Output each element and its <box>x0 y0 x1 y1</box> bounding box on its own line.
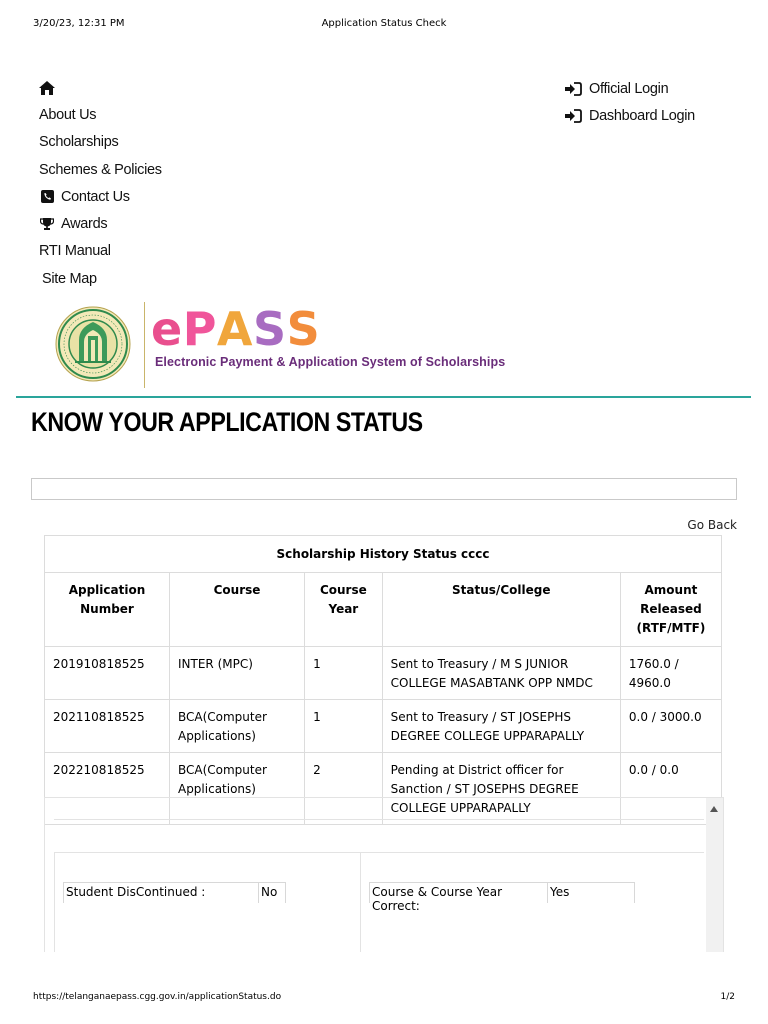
nav-scholarships[interactable] <box>39 129 359 156</box>
table-row <box>45 647 722 700</box>
print-page-title: Application Status Check <box>321 18 447 29</box>
logo-letter: A <box>216 302 254 356</box>
nav-site-map[interactable] <box>39 265 359 292</box>
print-header <box>33 18 735 32</box>
application-number-cell: 202210818525 <box>45 753 170 825</box>
phone-icon <box>39 189 55 205</box>
student-discontinued-field <box>63 882 286 903</box>
table-row <box>45 700 722 753</box>
scholarship-history-table <box>44 535 722 825</box>
login-links <box>565 75 695 129</box>
search-panel <box>31 478 737 500</box>
detail-divider <box>54 819 704 820</box>
scroll-up-arrow-icon[interactable] <box>710 806 718 812</box>
nav-contact-us[interactable] <box>39 183 359 210</box>
course-correct-field <box>369 882 635 913</box>
nav-label: Schemes & Policies <box>39 161 162 178</box>
nav-label: RTI Manual <box>39 243 111 260</box>
field-label: Course & Course Year Correct: <box>369 882 548 903</box>
amount-released-cell: 0.0 / 3000.0 <box>620 700 721 753</box>
trophy-icon <box>39 216 55 232</box>
nav-label: Scholarships <box>39 134 119 151</box>
epass-banner <box>55 302 555 390</box>
print-timestamp: 3/20/23, 12:31 PM <box>33 18 125 29</box>
field-value: Yes <box>548 882 635 903</box>
epass-logo <box>151 302 320 356</box>
home-icon <box>39 80 55 96</box>
logo-letter: S <box>253 302 287 356</box>
page-title: KNOW YOUR APPLICATION STATUS <box>31 407 423 437</box>
course-year-cell: 1 <box>305 647 383 700</box>
print-footer <box>33 992 735 1006</box>
course-cell: INTER (MPC) <box>169 647 304 700</box>
column-header: Course Year <box>305 573 383 647</box>
nav-home[interactable] <box>39 74 359 101</box>
nav-schemes-policies[interactable] <box>39 156 359 183</box>
nav-about-us[interactable] <box>39 101 359 128</box>
nav-awards[interactable] <box>39 210 359 237</box>
status-college-cell: Sent to Treasury / M S JUNIOR COLLEGE MASABTANK OPP NMDC <box>382 647 620 700</box>
epass-tagline: Electronic Payment & Application System of Scholarships <box>155 355 506 369</box>
go-back-link[interactable]: Go Back <box>687 518 737 532</box>
course-cell: BCA(Computer Applications) <box>169 700 304 753</box>
column-header: Status/College <box>382 573 620 647</box>
application-number-cell: 202110818525 <box>45 700 170 753</box>
nav-label: About Us <box>39 106 97 123</box>
column-header: Amount Released (RTF/MTF) <box>620 573 721 647</box>
sign-in-icon <box>565 81 583 97</box>
nav-rti-manual[interactable] <box>39 238 359 265</box>
status-college-cell: Pending at District officer for Sanction / ST JOSEPHS DEGREE COLLEGE UPPARAPALLY <box>382 753 620 825</box>
official-login-label: Official Login <box>589 80 669 97</box>
amount-released-cell: 0.0 / 0.0 <box>620 753 721 825</box>
print-url: https://telanganaepass.cgg.gov.in/applicationStatus.do <box>33 992 282 1002</box>
logo-letter: S <box>286 302 321 356</box>
vertical-scrollbar[interactable] <box>706 798 723 952</box>
logo-letter: P <box>182 302 217 356</box>
dashboard-login-label: Dashboard Login <box>589 107 695 124</box>
logo-letter: e <box>151 302 183 356</box>
nav-label: Contact Us <box>61 188 130 205</box>
course-cell: BCA(Computer Applications) <box>169 753 304 825</box>
application-detail-frame <box>44 797 724 952</box>
header-rule <box>16 396 751 398</box>
course-year-cell: 2 <box>305 753 383 825</box>
application-number-cell: 201910818525 <box>45 647 170 700</box>
field-label: Student DisContinued : <box>63 882 259 903</box>
detail-inner <box>54 798 704 952</box>
column-header: Application Number <box>45 573 170 647</box>
table-caption: Scholarship History Status cccc <box>45 536 722 573</box>
nav-label: Awards <box>61 216 108 233</box>
nav-label: Site Map <box>42 270 97 287</box>
official-login-link[interactable] <box>565 75 695 102</box>
dashboard-login-link[interactable] <box>565 102 695 129</box>
telangana-seal-icon <box>55 306 131 382</box>
sign-in-icon <box>565 108 583 124</box>
status-college-cell: Sent to Treasury / ST JOSEPHS DEGREE COLLEGE UPPARAPALLY <box>382 700 620 753</box>
banner-divider <box>144 302 145 388</box>
amount-released-cell: 1760.0 / 4960.0 <box>620 647 721 700</box>
main-nav <box>39 74 359 292</box>
field-value: No <box>259 882 286 903</box>
print-page-number: 1/2 <box>720 992 735 1002</box>
course-year-cell: 1 <box>305 700 383 753</box>
column-header: Course <box>169 573 304 647</box>
